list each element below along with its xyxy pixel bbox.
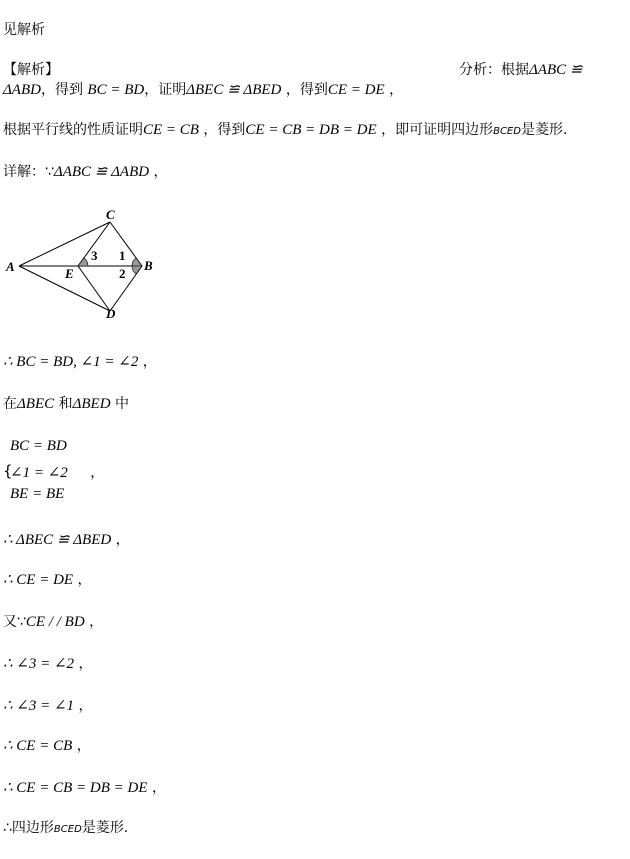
angle-3-marker bbox=[78, 258, 88, 266]
text-get-3: ，得到 bbox=[203, 122, 246, 138]
text-also: 又∵ bbox=[3, 614, 26, 630]
label-angle-3: 3 bbox=[91, 248, 98, 263]
step-6-math: ∴ ∠3 = ∠2 bbox=[3, 656, 75, 672]
detail-line bbox=[3, 162, 168, 182]
step-7 bbox=[3, 696, 93, 716]
text-quad: ，即可证明四边形 bbox=[381, 122, 494, 138]
text-comma: ， bbox=[389, 82, 404, 98]
text-middle: 中 bbox=[115, 396, 130, 412]
system-line-1 bbox=[10, 438, 67, 455]
text-in: 在 bbox=[3, 396, 17, 412]
text-therefore-quad: ∴四边形 bbox=[3, 820, 54, 836]
answer-title: 见解析 bbox=[3, 22, 45, 38]
detail-comma: ， bbox=[153, 164, 168, 180]
math-ce-cb: CE = CB bbox=[143, 122, 199, 138]
step-8-math: ∴ CE = CB bbox=[3, 738, 73, 754]
step-6-comma: ， bbox=[78, 656, 93, 672]
math-ce-de: CE = DE bbox=[327, 82, 385, 98]
label-d: D bbox=[106, 306, 116, 320]
step-5 bbox=[3, 612, 103, 632]
step-9 bbox=[3, 778, 166, 798]
step-5-comma: ， bbox=[89, 614, 104, 630]
step-3-comma: ， bbox=[115, 532, 130, 548]
math-bced-2: BCED bbox=[53, 824, 82, 835]
system-brace: { bbox=[3, 462, 13, 480]
system-line-2 bbox=[10, 462, 104, 482]
text-rhombus: 是菱形. bbox=[520, 122, 568, 138]
angle-1-marker bbox=[132, 258, 142, 266]
math-bc-bd: BC = BD bbox=[87, 82, 145, 98]
step-10 bbox=[3, 818, 128, 840]
text-is-rhombus: 是菱形. bbox=[81, 820, 129, 836]
step-3 bbox=[3, 530, 130, 550]
step-7-math: ∴ ∠3 = ∠1 bbox=[3, 698, 75, 714]
step-9-math: ∴ CE = CB = DB = DE bbox=[3, 780, 148, 796]
step-2 bbox=[3, 394, 129, 414]
step-6 bbox=[3, 654, 93, 674]
step-7-comma: ， bbox=[78, 698, 93, 714]
text-prove: ，证明 bbox=[144, 82, 187, 98]
step-4-math: ∴ CE = DE bbox=[3, 572, 74, 588]
detail-congruence: ΔABC ≌ ΔABD bbox=[53, 164, 150, 180]
analysis-tag: 【解析】 bbox=[3, 62, 59, 78]
text-and: 和 bbox=[58, 396, 73, 412]
text-parallel: 根据平行线的性质证明 bbox=[3, 122, 143, 138]
math-abd: ΔABD bbox=[3, 82, 41, 98]
angle-2-marker bbox=[132, 266, 142, 274]
step-8 bbox=[3, 736, 91, 756]
math-parallel: CE / / BD bbox=[25, 614, 85, 630]
step-9-comma: ， bbox=[151, 780, 166, 796]
step-3-math: ∴ ΔBEC ≌ ΔBED bbox=[3, 532, 112, 548]
segment-ed bbox=[78, 266, 110, 311]
text-get: ，得到 bbox=[40, 82, 83, 98]
analysis-tag-line bbox=[3, 60, 59, 80]
label-a: A bbox=[6, 259, 15, 274]
math-bec: ΔBEC bbox=[17, 396, 55, 412]
analysis-line-2 bbox=[3, 80, 403, 100]
step-4-comma: ， bbox=[77, 572, 92, 588]
label-angle-1: 1 bbox=[119, 248, 126, 263]
text-get-2: ，得到 bbox=[285, 82, 328, 98]
step-8-comma: ， bbox=[76, 738, 91, 754]
geometry-figure bbox=[3, 205, 163, 320]
analysis-lead: 分析：根据 bbox=[459, 62, 529, 78]
label-angle-2: 2 bbox=[119, 266, 126, 281]
system-bc-bd: BC = BD bbox=[10, 438, 67, 454]
step-1 bbox=[3, 352, 157, 372]
step-1-math: ∴ BC = BD, ∠1 = ∠2 bbox=[3, 354, 139, 370]
math-all-equal: CE = CB = DB = DE bbox=[245, 122, 377, 138]
analysis-lead-line bbox=[459, 60, 582, 80]
label-e: E bbox=[65, 266, 74, 281]
system-angles: ∠1 = ∠2 bbox=[10, 465, 68, 481]
label-c: C bbox=[106, 207, 115, 222]
analysis-congruence-1: ΔABC ≌ bbox=[529, 62, 583, 78]
math-bced: BCED bbox=[493, 126, 521, 137]
step-4 bbox=[3, 570, 92, 590]
detail-lead: 详解：∵ bbox=[3, 164, 54, 180]
system-line-3 bbox=[10, 486, 64, 503]
system-comma: ， bbox=[90, 465, 105, 481]
step-1-comma: ， bbox=[142, 354, 157, 370]
system-be-be: BE = BE bbox=[10, 486, 65, 502]
math-bed: ΔBED bbox=[72, 396, 111, 412]
analysis-line-3 bbox=[3, 120, 567, 142]
math-bec-bed: ΔBEC ≌ ΔBED bbox=[186, 82, 282, 98]
label-b: B bbox=[144, 258, 153, 273]
